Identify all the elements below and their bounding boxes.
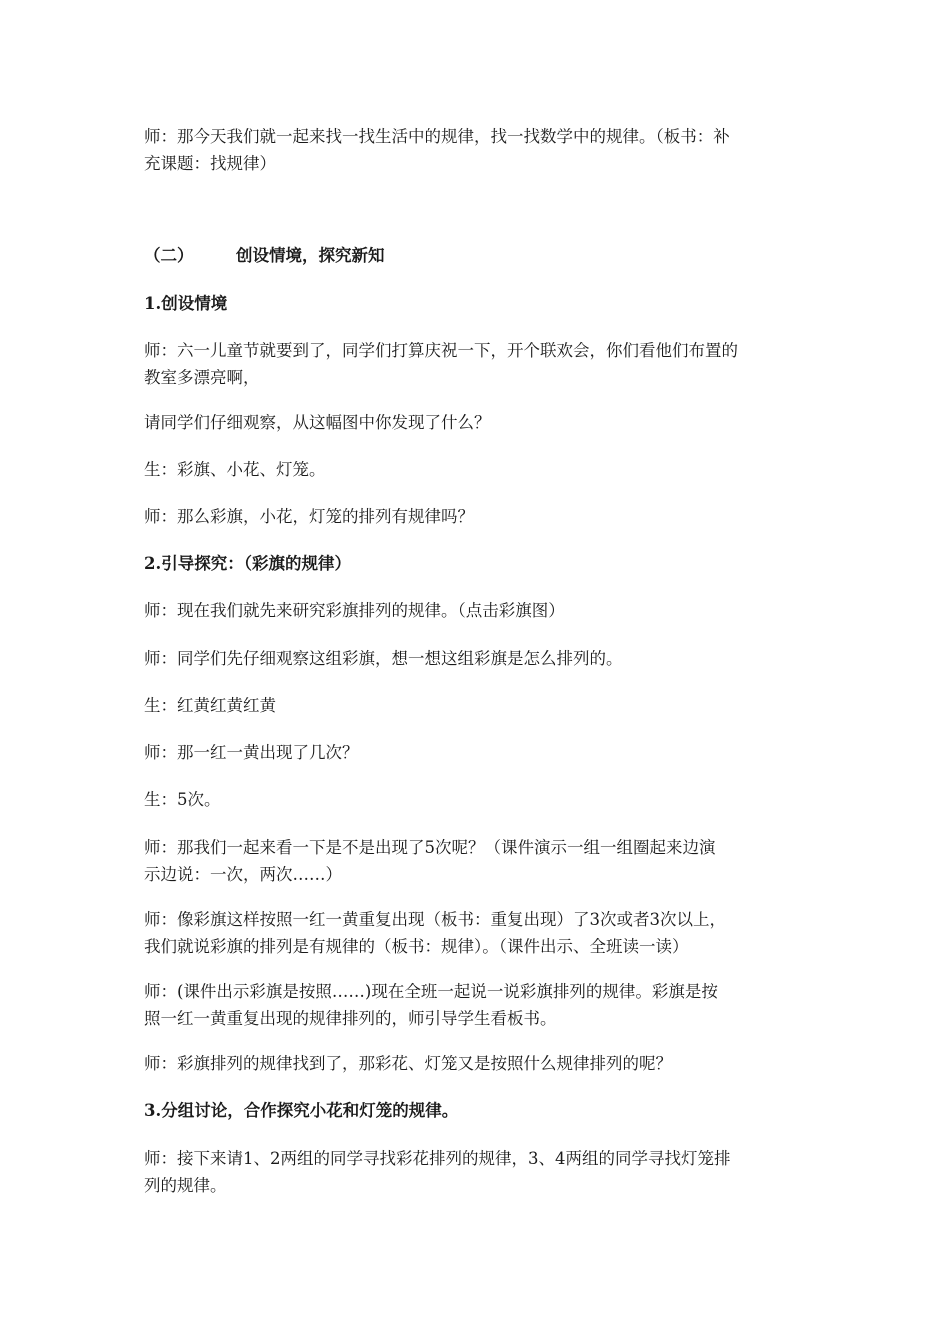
paragraph-line: 师：那我们一起来看一下是不是出现了5次呢？（课件演示一组一组圈起来边演 <box>144 838 716 857</box>
paragraph-repeat-rule <box>144 906 814 960</box>
paragraph-study-flags: 师：现在我们就先来研究彩旗排列的规律。（点击彩旗图） <box>144 601 565 620</box>
section-number: （二） <box>144 246 194 265</box>
paragraph-class-recite <box>144 978 814 1032</box>
paragraph-line: 师：像彩旗这样按照一红一黄重复出现（板书：重复出现）了3次或者3次以上， <box>144 910 726 929</box>
paragraph-observe: 请同学们仔细观察，从这幅图中你发现了什么？ <box>144 413 491 432</box>
paragraph-childrens-day <box>144 337 814 391</box>
paragraph-line: 师：六一儿童节就要到了，同学们打算庆祝一下，开个联欢会，你们看他们布置的 <box>144 341 738 360</box>
paragraph-observe-flags: 师：同学们先仔细观察这组彩旗，想一想这组彩旗是怎么排列的。 <box>144 649 623 668</box>
paragraph-line: 师：接下来请1、2两组的同学寻找彩花排列的规律，3、4两组的同学寻找灯笼排 <box>144 1149 731 1168</box>
paragraph-question-rule: 师：那么彩旗，小花，灯笼的排列有规律吗？ <box>144 507 474 526</box>
paragraph-add-topic <box>144 123 814 177</box>
paragraph-line: 我们就说彩旗的排列是有规律的（板书：规律）。（课件出示、全班读一读） <box>144 937 689 956</box>
paragraph-red-yellow: 生：红黄红黄红黄 <box>144 696 276 715</box>
subheading-guide-explore: 2.引导探究：（彩旗的规律） <box>144 554 351 573</box>
paragraph-line: 照一红一黄重复出现的规律排列的，师引导学生看板书。 <box>144 1009 557 1028</box>
paragraph-how-many-times: 师：那一红一黄出现了几次？ <box>144 743 359 762</box>
paragraph-student-answer: 生：彩旗、小花、灯笼。 <box>144 460 326 479</box>
subheading-create-scenario: 1.创设情境 <box>144 294 228 313</box>
subheading-group-discussion: 3.分组讨论，合作探究小花和灯笼的规律。 <box>144 1101 459 1120</box>
paragraph-line: 师：那今天我们就一起来找一找生活中的规律，找一找数学中的规律。（板书：补 <box>144 127 730 146</box>
paragraph-line: 列的规律。 <box>144 1176 227 1195</box>
paragraph-line: 教室多漂亮啊， <box>144 368 260 387</box>
paragraph-count-demo <box>144 834 814 888</box>
paragraph-line: 充课题：找规律） <box>144 154 276 173</box>
paragraph-flowers-lanterns: 师：彩旗排列的规律找到了，那彩花、灯笼又是按照什么规律排列的呢？ <box>144 1054 672 1073</box>
paragraph-five-times: 生：5次。 <box>144 790 221 809</box>
paragraph-line: 师：(课件出示彩旗是按照……)现在全班一起说一说彩旗排列的规律。彩旗是按 <box>144 982 718 1001</box>
section-title: 创设情境，探究新知 <box>236 246 385 265</box>
paragraph-group-task <box>144 1145 814 1199</box>
paragraph-line: 示边说：一次，两次……） <box>144 865 342 884</box>
section-heading-two <box>144 242 814 269</box>
